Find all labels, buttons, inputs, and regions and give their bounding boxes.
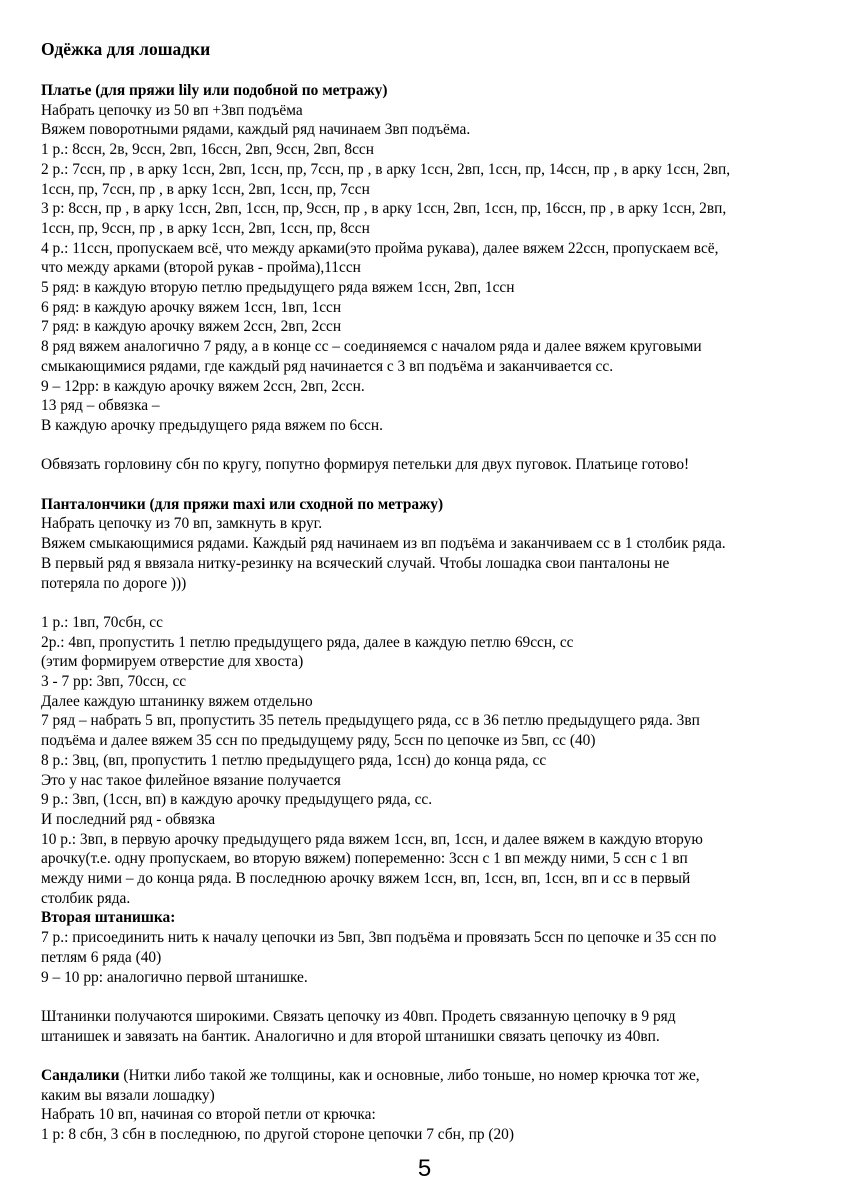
second-leg-heading: Вторая штанишка: [41,909,176,927]
pants-row-line: 3 - 7 рр: 3вп, 70ссн, сс [41,673,187,691]
sandals-heading: Сандалики [41,1067,120,1085]
pants-row-line: (этим формируем отверстие для хвоста) [41,653,304,671]
document-page [41,38,821,1145]
dress-line: Вяжем поворотными рядами, каждый ряд начинаем 3вп подъёма. [41,121,471,139]
sandals-line: 1 р: 8 сбн, 3 сбн в последнюю, по другой стороне цепочки 7 сбн, пр (20) [41,1126,514,1144]
dress-heading: Платье (для пряжи lily или подобной по метражу) [41,82,388,99]
dress-line: 13 ряд – обвязка – [41,397,160,415]
pants-intro-line: потеряла по дороге ))) [41,574,187,592]
pants-intro-line: В первый ряд я ввязала нитку-резинку на всяческий случай. Чтобы лошадка свои панталоны не [41,554,670,572]
dress-line: Набрать цепочку из 50 вп +3вп подъёма [41,101,303,119]
sandals-heading-line [41,1066,821,1086]
pants-row-line: подъёма и далее вяжем 35 ссн по предыдущему ряду, 5ссн по цепочке из 5вп, сс (40) [41,732,596,750]
dress-line: 2 р.: 7ссн, пр , в арку 1ссн, 2вп, 1ссн, пр, 7ссн, пр , в арку 1ссн, 2вп, 1ссн, пр, 14ссн, пр , в арку 1ссн, 2вп, [41,160,731,178]
pants-row-line: И последний ряд - обвязка [41,810,216,828]
sandals-heading-note: (Нитки либо такой же толщины, как и основные, либо тоньше, но номер крючка тот же, [119,1067,700,1085]
dress-line: 7 ряд: в каждую арочку вяжем 2ссн, 2вп, 2ссн [41,318,342,336]
dress-finish: Обвязать горловину сбн по кругу, попутно формируя петельки для двух пуговок. Платьице готово! [41,456,690,474]
pants-row-line: между ними – до конца ряда. В последнюю арочку вяжем 1ссн, вп, 1ссн, вп, 1ссн, вп и сс в первый [41,870,691,888]
sandals-line: Набрать 10 вп, начиная со второй петли от крючка: [41,1106,376,1124]
sandals-line: каким вы вязали лошадку) [41,1086,215,1104]
pants-row-line: арочку(т.е. одну пропускаем, во вторую вяжем) попеременно: 3ссн с 1 вп между ними, 5 ссн с 1 вп [41,850,688,868]
dress-section [41,81,821,475]
pants-row-line: 8 р.: 3вц, (вп, пропустить 1 петлю предыдущего ряда, 1ссн) до конца ряда, сс [41,751,547,769]
tie-line: штанишек и завязать на бантик. Аналогично и для второй штанишки связать цепочку из 40вп. [41,1027,660,1045]
dress-line: В каждую арочку предыдущего ряда вяжем по 6ссн. [41,416,383,434]
sandals-section [41,1066,821,1145]
dress-line: 3 р: 8ссн, пр , в арку 1ссн, 2вп, 1ссн, пр, 9ссн, пр , в арку 1ссн, 2вп, 1ссн, пр, 16ссн, пр , в арку 1ссн, 2вп, [41,200,727,218]
pants-row-line: 10 р.: 3вп, в первую арочку предыдущего ряда вяжем 1ссн, вп, 1ссн, и далее вяжем в каждую вторую [41,830,703,848]
pants-row-line: 2р.: 4вп, пропустить 1 петлю предыдущего ряда, далее в каждую петлю 69ссн, сс [41,633,574,651]
page-number: 5 [417,1155,432,1182]
dress-line: 9 – 12рр: в каждую арочку вяжем 2ссн, 2вп, 2ссн. [41,377,365,395]
dress-line: 1ссн, пр, 9ссн, пр , в арку 1ссн, 2вп, 1ссн, пр, 8ссн [41,219,370,237]
dress-line: 5 ряд: в каждую вторую петлю предыдущего ряда вяжем 1ссн, 2вп, 1ссн [41,279,515,297]
pants-heading: Панталончики (для пряжи maxi или сходной по метражу) [41,495,444,513]
pants-row-line: 9 р.: 3вп, (1ссн, вп) в каждую арочку предыдущего ряда, сс. [41,791,433,809]
pants-row-line: Это у нас такое филейное вязание получается [41,771,341,789]
pants-row-line: 1 р.: 1вп, 70сбн, сс [41,613,163,631]
second-leg-line: 7 р.: присоединить нить к началу цепочки из 5вп, 3вп подъёма и провязать 5ссн по цепочке и 35 ссн по [41,929,717,947]
second-leg-line: 9 – 10 рр: аналогично первой штанишке. [41,968,308,986]
tie-line: Штанинки получаются широкими. Связать цепочку из 40вп. Продеть связанную цепочку в 9 ряд [41,1007,676,1025]
dress-line: 6 ряд: в каждую арочку вяжем 1ссн, 1вп, 1ссн [41,298,342,316]
pants-intro-line: Вяжем смыкающимися рядами. Каждый ряд начинаем из вп подъёма и заканчиваем сс в 1 столбик ряда. [41,535,726,553]
second-leg-line: петлям 6 ряда (40) [41,948,162,966]
pants-row-line: столбик ряда. [41,889,131,907]
pants-row-line: Далее каждую штанинку вяжем отдельно [41,692,313,710]
dress-line: 1ссн, пр, 7ссн, пр , в арку 1ссн, 2вп, 1ссн, пр, 7ссн [41,180,370,198]
pants-row-line: 7 ряд – набрать 5 вп, пропустить 35 петель предыдущего ряда, сс в 36 петлю предыдущего ряда. 3вп [41,712,700,730]
pants-section [41,495,821,1047]
dress-line: 8 ряд вяжем аналогично 7 ряду, а в конце сс – соединяемся с началом ряда и далее вяжем круговыми [41,338,702,356]
document-title: Одёжка для лошадки [41,39,211,59]
dress-line: 1 р.: 8ссн, 2в, 9ссн, 2вп, 16ссн, 2вп, 9ссн, 2вп, 8ссн [41,141,374,159]
dress-line: 4 р.: 11ссн, пропускаем всё, что между арками(это пройма рукава), далее вяжем 22ссн, пропускаем всё, [41,239,719,257]
dress-line: смыкающимися рядами, где каждый ряд начинается с 3 вп подъёма и заканчивается сс. [41,357,614,375]
dress-line: что между арками (второй рукав - пройма),11ссн [41,259,361,277]
pants-intro-line: Набрать цепочку из 70 вп, замкнуть в круг. [41,515,323,533]
